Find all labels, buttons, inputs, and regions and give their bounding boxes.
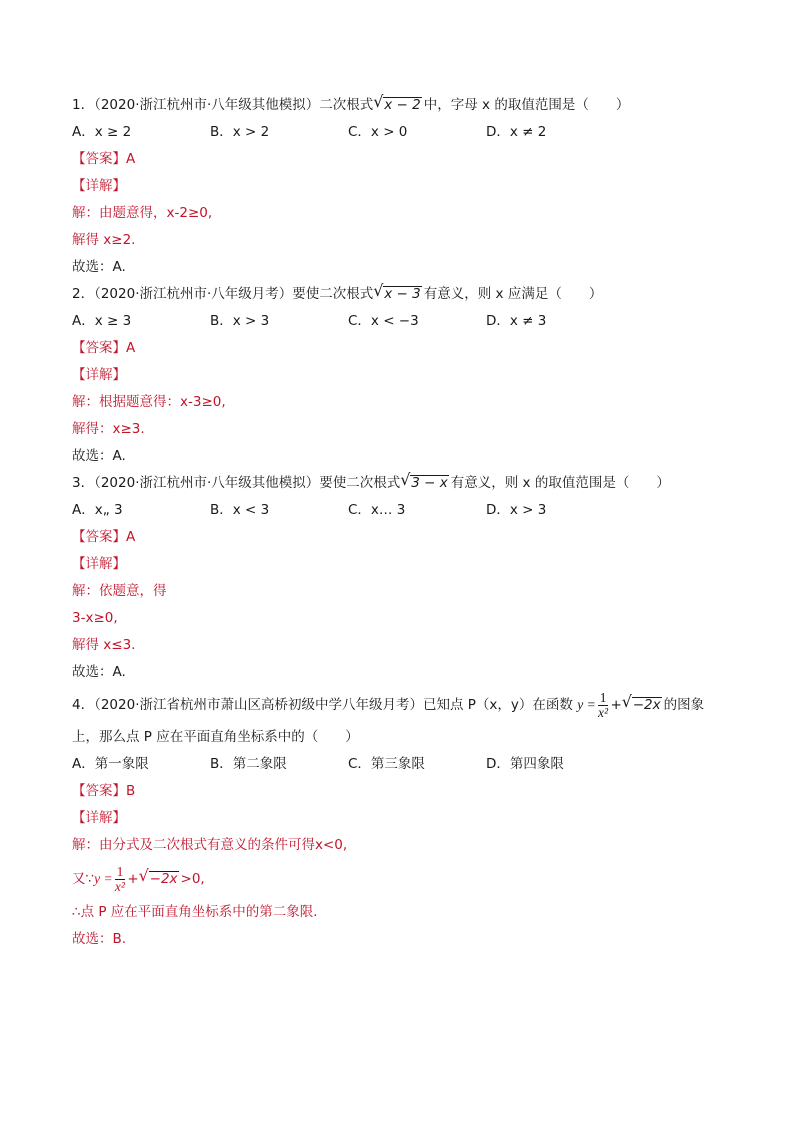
detail-label: 【详解】 <box>72 367 126 383</box>
document-page <box>72 92 732 953</box>
answer-label: 【答案】A <box>72 151 136 167</box>
solution-line: 解：由分式及二次根式有意义的条件可得x<0, <box>72 837 348 853</box>
radical-expression: √ −2x <box>624 686 662 724</box>
solution-line: ∴点 P 应在平面直角坐标系中的第二象限. <box>72 904 318 920</box>
option-d: D．x > 3 <box>486 502 547 518</box>
solution-line: 解得 x≤3. <box>72 637 136 653</box>
option-b: B．第二象限 <box>210 756 287 772</box>
detail-label: 【详解】 <box>72 178 126 194</box>
fraction: $\frac{1}{\text{x²}}$ <box>114 863 125 894</box>
question-1-stem: 1．（2020·浙江杭州市·八年级其他模拟）二次根式√ x − 2 中，字母 x 的取值范围是（ ） <box>72 92 732 118</box>
option-b: B．x > 2 <box>210 124 270 140</box>
answer-label: 【答案】A <box>72 340 136 356</box>
solution-line: 解得 x≥2. <box>72 232 136 248</box>
option-a: A．x„ 3 <box>72 502 123 518</box>
solution-line: 解：根据题意得：x-3≥0, <box>72 394 226 410</box>
detail-label: 【详解】 <box>72 810 126 826</box>
choice-line: 故选：B. <box>72 931 127 947</box>
question-2-stem: 2．（2020·浙江杭州市·八年级月考）要使二次根式√ x − 3 有意义，则 x 应满足（ ） <box>72 281 732 307</box>
radical-expression: √ x − 2 <box>375 92 421 118</box>
detail-label: 【详解】 <box>72 556 126 572</box>
option-c: C．x < −3 <box>348 313 419 329</box>
radical-expression: √ x − 3 <box>375 281 421 307</box>
answer-label: 【答案】B <box>72 783 136 799</box>
fraction: $\frac{1}{\text{x²}}$ <box>598 689 609 720</box>
option-b: B．x > 3 <box>210 313 270 329</box>
solution-line: 解：依题意，得 <box>72 583 167 599</box>
question-4-stem: 4．（2020·浙江省杭州市萧山区高桥初级中学八年级月考）已知点 P（x，y）在函数 y = $\frac{1}{\text{x²}}$ +√ −2x 的图象 <box>72 686 732 724</box>
choice-line: 故选：A. <box>72 664 126 680</box>
option-b: B．x < 3 <box>210 502 270 518</box>
question-4-options <box>72 750 732 778</box>
question-2-options <box>72 307 732 335</box>
option-c: C．第三象限 <box>348 756 425 772</box>
option-a: A．x ≥ 3 <box>72 313 132 329</box>
question-1-options <box>72 118 732 146</box>
choice-line: 故选：A. <box>72 259 126 275</box>
question-3-options <box>72 496 732 524</box>
solution-line: 又∵y = $\frac{1}{\text{x²}}$ +√ −2x >0, <box>72 859 732 899</box>
solution-line: 解：由题意得，x-2≥0, <box>72 205 213 221</box>
option-a: A．x ≥ 2 <box>72 124 132 140</box>
choice-line: 故选：A. <box>72 448 126 464</box>
question-3-stem: 3．（2020·浙江杭州市·八年级其他模拟）要使二次根式√ 3 − x 有意义，则 x 的取值范围是（ ） <box>72 470 732 496</box>
option-c: C．x… 3 <box>348 502 406 518</box>
radical-expression: √ −2x <box>141 859 179 899</box>
answer-label: 【答案】A <box>72 529 136 545</box>
radical-expression: √ 3 − x <box>402 470 448 496</box>
option-d: D．x ≠ 3 <box>486 313 547 329</box>
option-d: D．x ≠ 2 <box>486 124 547 140</box>
function-lhs: y = <box>577 697 596 712</box>
option-d: D．第四象限 <box>486 756 564 772</box>
solution-line: 3-x≥0, <box>72 610 118 626</box>
question-4-stem-line2: 上，那么点 P 应在平面直角坐标系中的（ ） <box>72 729 359 745</box>
solution-line: 解得：x≥3. <box>72 421 145 437</box>
option-a: A．第一象限 <box>72 756 149 772</box>
option-c: C．x > 0 <box>348 124 408 140</box>
